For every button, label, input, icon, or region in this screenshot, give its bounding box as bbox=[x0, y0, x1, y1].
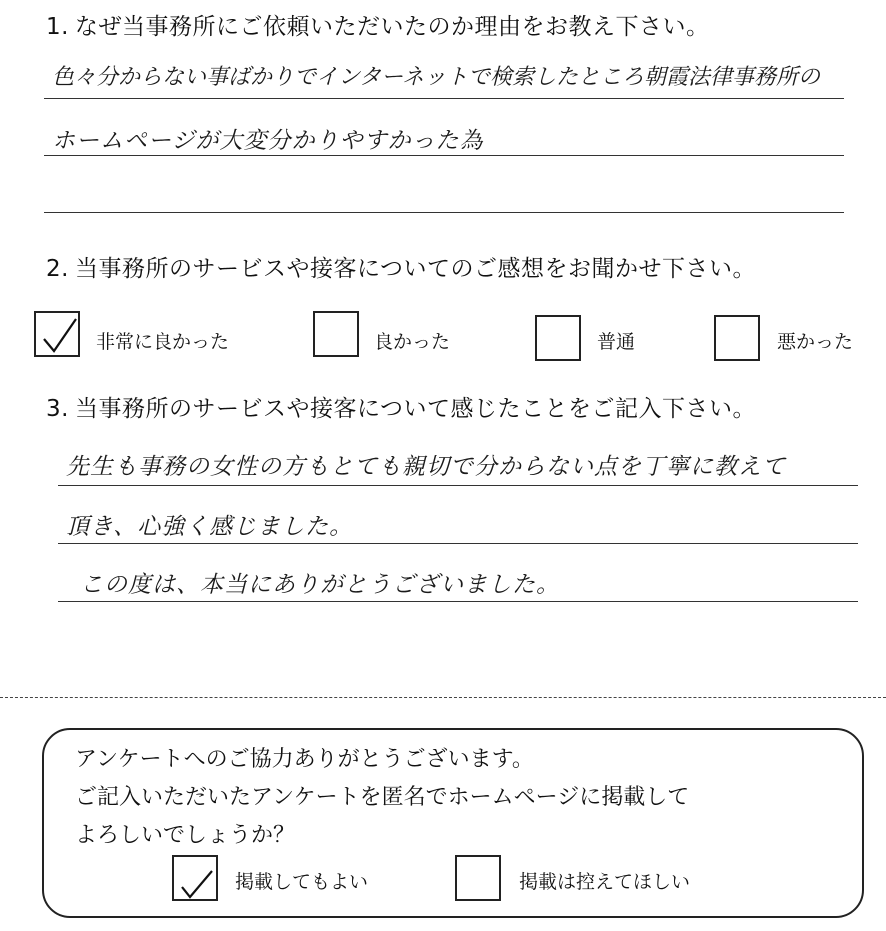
q3-answer-line-2: 頂き、心強く感じました。 bbox=[66, 514, 354, 540]
q3-rule-1 bbox=[58, 485, 858, 486]
checkbox-bad[interactable] bbox=[714, 315, 760, 361]
q1-answer-line-1: 色々分からない事ばかりでインターネットで検索したところ朝霞法律事務所の bbox=[52, 65, 821, 90]
consent-line-2: ご記入いただいたアンケートを匿名でホームページに掲載して bbox=[75, 785, 690, 810]
question-3-title bbox=[46, 390, 756, 423]
option-bad-label: 悪かった bbox=[777, 331, 854, 353]
option-average-label: 普通 bbox=[597, 331, 636, 353]
q3-answer-line-3: この度は、本当にありがとうございました。 bbox=[80, 572, 560, 598]
q1-rule-2 bbox=[44, 155, 844, 156]
option-very-good-label: 非常に良かった bbox=[96, 331, 230, 353]
checkbox-publish-decline[interactable] bbox=[455, 855, 501, 901]
q3-rule-3 bbox=[58, 601, 858, 602]
question-2-text: 当事務所のサービスや接客についてのご感想をお聞かせ下さい。 bbox=[74, 256, 756, 282]
checkbox-publish-ok[interactable] bbox=[172, 855, 218, 901]
checkbox-good[interactable] bbox=[313, 311, 359, 357]
question-2-number: 2. bbox=[46, 256, 69, 282]
q1-rule-3 bbox=[44, 212, 844, 213]
publish-ok-label: 掲載してもよい bbox=[235, 871, 369, 893]
checkmark-icon bbox=[174, 857, 220, 903]
publish-decline-label: 掲載は控えてほしい bbox=[519, 871, 691, 893]
q3-rule-2 bbox=[58, 543, 858, 544]
q1-answer-line-2: ホームページが大変分かりやすかった為 bbox=[52, 128, 484, 154]
checkmark-icon bbox=[36, 313, 82, 359]
question-1-number: 1. bbox=[46, 14, 69, 40]
consent-line-3: よろしいでしょうか？ bbox=[75, 823, 296, 848]
q1-rule-1 bbox=[44, 98, 844, 99]
question-1-text: なぜ当事務所にご依頼いただいたのか理由をお教え下さい。 bbox=[74, 14, 710, 40]
q3-answer-line-1: 先生も事務の女性の方もとても親切で分からない点を丁寧に教えて bbox=[66, 454, 786, 480]
question-3-text: 当事務所のサービスや接客について感じたことをご記入下さい。 bbox=[74, 396, 756, 422]
dashed-divider bbox=[0, 697, 886, 698]
question-2-title bbox=[46, 250, 756, 283]
checkbox-average[interactable] bbox=[535, 315, 581, 361]
question-1-title bbox=[46, 8, 709, 41]
question-3-number: 3. bbox=[46, 396, 69, 422]
checkbox-very-good[interactable] bbox=[34, 311, 80, 357]
consent-line-1: アンケートへのご協力ありがとうございます。 bbox=[75, 747, 534, 772]
option-good-label: 良かった bbox=[374, 331, 451, 353]
